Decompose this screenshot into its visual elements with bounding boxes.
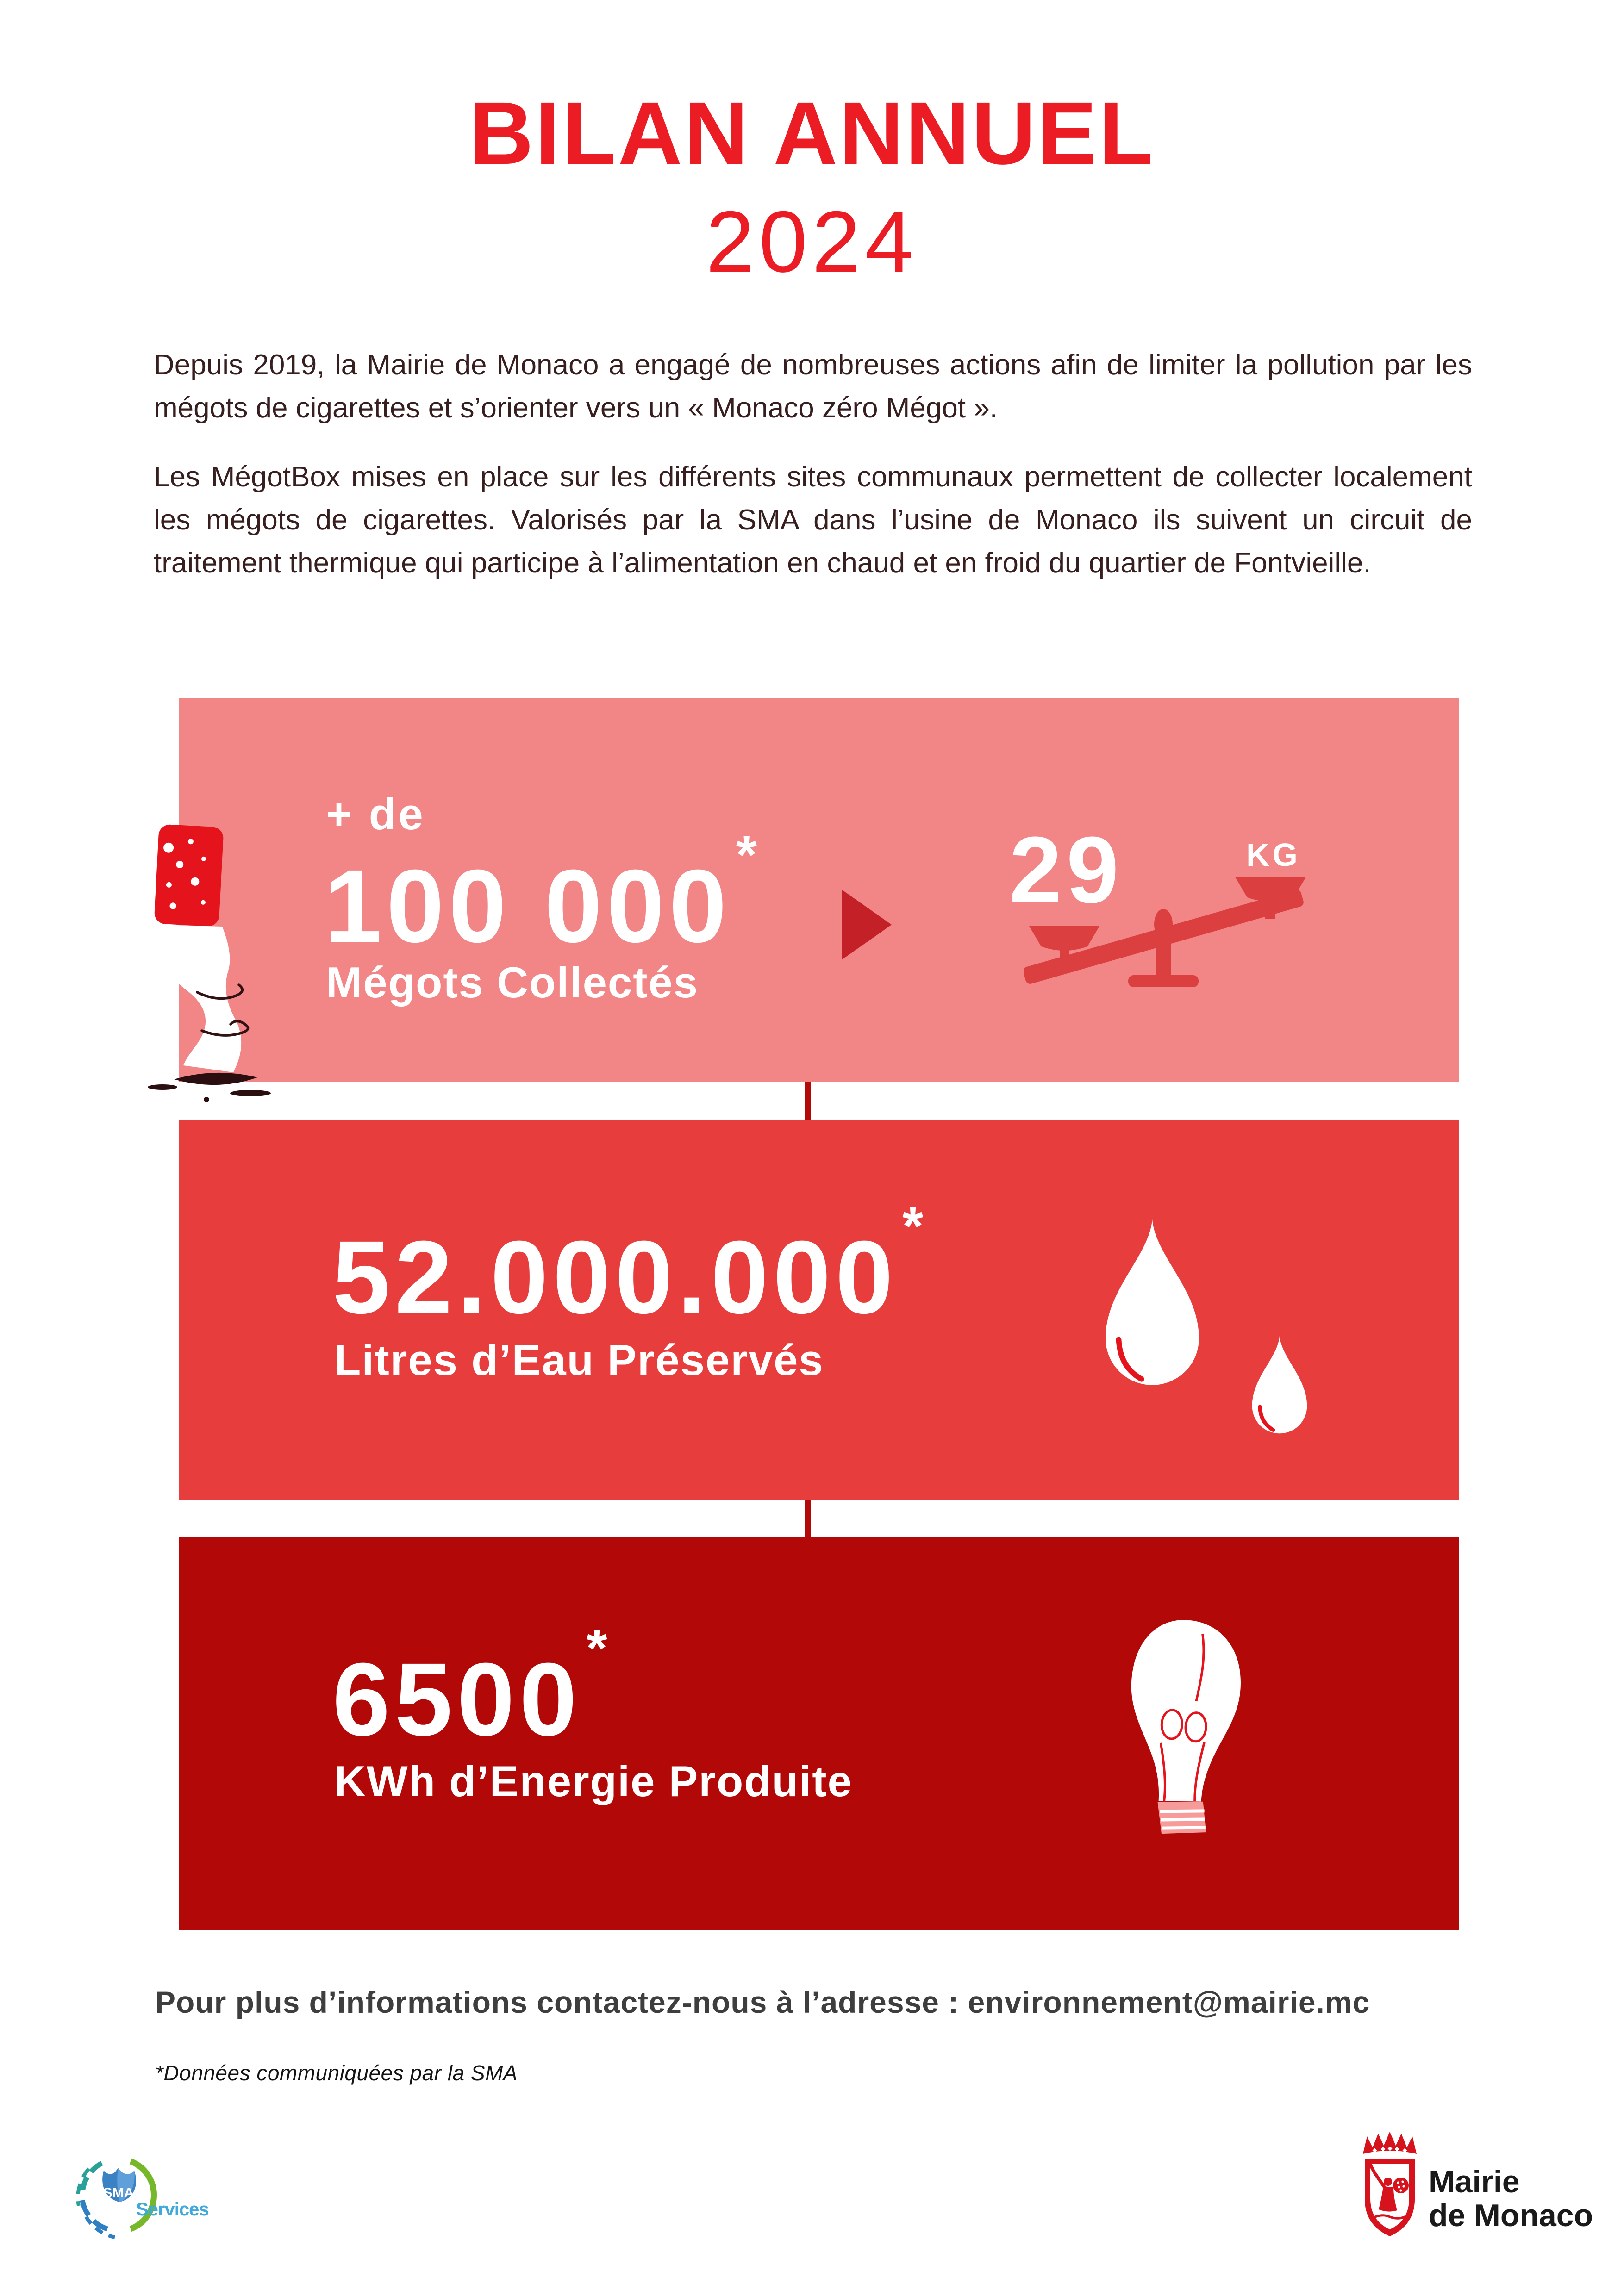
mairie-logo-line1: Mairie	[1429, 2164, 1520, 2199]
stat-energie-asterisk: *	[586, 1618, 607, 1679]
arrow-right-icon	[842, 890, 893, 960]
stat-eau-number: 52.000.000	[332, 1220, 898, 1335]
sma-logo-acronym: SMA	[103, 2185, 134, 2201]
contact-label: Pour plus d’informations contactez-nous à l’adresse :	[155, 1985, 959, 2019]
stat-energie-number: 6500	[332, 1642, 582, 1757]
intro-text	[154, 343, 1472, 585]
page-title-year: 2024	[706, 193, 918, 290]
contact-line	[155, 1985, 1370, 2020]
stat-eau-label: Litres d’Eau Préservés	[334, 1336, 824, 1384]
stat-megots-value	[324, 825, 757, 964]
sma-logo	[74, 2151, 190, 2241]
stat-energie-label: KWh d’Energie Produite	[334, 1757, 853, 1805]
sma-logo-caption: Services	[136, 2199, 209, 2220]
stat-megots-label: Mégots Collectés	[326, 958, 699, 1007]
stat-eau-value	[332, 1196, 924, 1335]
contact-email: environnement@mairie.mc	[968, 1985, 1370, 2019]
page-title: BILAN ANNUEL	[469, 83, 1155, 183]
stat-megots-equivalent-value: 29	[1009, 817, 1124, 923]
stat-energie-value	[332, 1618, 607, 1757]
band-connector-1	[805, 1082, 811, 1120]
band-connector-2	[805, 1500, 811, 1537]
stat-eau-asterisk: *	[902, 1196, 924, 1257]
intro-paragraph-1: Depuis 2019, la Mairie de Monaco a engagé de nombreuses actions afin de limiter la pollution par les mégots de cigarettes et s’orienter vers un « Monaco zéro Mégot ».	[154, 349, 1472, 424]
balance-scale-icon	[1024, 876, 1314, 987]
light-bulb-icon	[1106, 1616, 1255, 1859]
stat-megots-asterisk: *	[736, 825, 757, 885]
stat-megots-equivalent-unit: KG	[1246, 837, 1300, 873]
mairie-crest	[1355, 2130, 1425, 2243]
intro-paragraph-2: Les MégotBox mises en place sur les différents sites communaux permettent de collecter localement les mégots de cigarettes. Valorisés par la SMA dans l’usine de Monaco ils suivent un circuit de traitement thermique qui participe à l’alimentation en chaud et en froid du quartier de Fontvieille.	[154, 461, 1472, 579]
cigarette-butt-icon	[119, 820, 313, 1116]
stat-megots-number: 100 000	[324, 848, 731, 964]
mairie-logo-line2: de Monaco	[1429, 2198, 1593, 2234]
stat-megots-prefix: + de	[326, 790, 425, 839]
water-drop-small-icon	[1244, 1334, 1315, 1440]
water-drop-large-icon	[1092, 1216, 1213, 1396]
footnote: *Données communiquées par la SMA	[155, 2061, 518, 2085]
mairie-logo-text	[1429, 2165, 1593, 2233]
